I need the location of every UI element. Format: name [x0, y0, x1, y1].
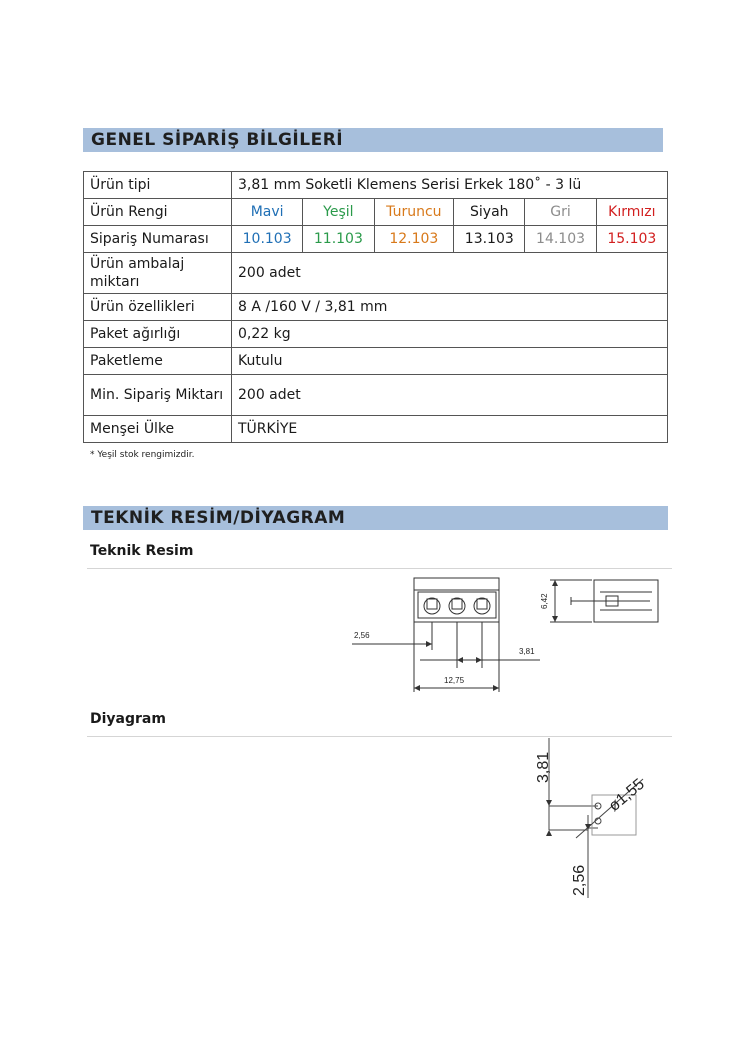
pin-diagram [520, 738, 670, 908]
features-value: 8 A /160 V / 3,81 mm [232, 294, 668, 321]
table-row [84, 321, 668, 348]
table-row [84, 294, 668, 321]
diagram-dim-2-56-label: 2,56 [571, 864, 588, 896]
product-type-label: Ürün tipi [84, 172, 232, 199]
min-order-label: Min. Sipariş Miktarı [84, 375, 232, 416]
table-row [84, 199, 668, 226]
packaging-label: Paketleme [84, 348, 232, 375]
table-row [84, 172, 668, 199]
origin-label: Menşei Ülke [84, 416, 232, 443]
package-weight-label: Paket ağırlığı [84, 321, 232, 348]
order-number-cell: 15.103 [596, 226, 667, 253]
table-row [84, 253, 668, 294]
dim-12-75-label: 12,75 [444, 676, 465, 685]
dim-2-56-label: 2,56 [354, 631, 370, 640]
table-row [84, 226, 668, 253]
order-number-cell: 10.103 [232, 226, 303, 253]
order-number-cell: 13.103 [454, 226, 525, 253]
section-header-technical-drawing: TEKNİK RESİM/DİYAGRAM [83, 506, 668, 530]
divider [87, 568, 672, 569]
order-number-cell: 14.103 [525, 226, 596, 253]
product-type-value: 3,81 mm Soketli Klemens Serisi Erkek 180˚ - 3 lü [232, 172, 668, 199]
color-name-cell: Mavi [232, 199, 303, 226]
order-number-cell: 11.103 [303, 226, 374, 253]
color-name-cell: Kırmızı [596, 199, 667, 226]
stock-color-note: * Yeşil stok rengimizdir. [90, 450, 195, 460]
diagram-dim-3-81-label: 3,81 [535, 751, 552, 783]
color-name-cell: Turuncu [374, 199, 454, 226]
table-row [84, 348, 668, 375]
product-color-label: Ürün Rengi [84, 199, 232, 226]
diagram-subtitle: Diyagram [90, 711, 166, 727]
section-header-general-order-info: GENEL SİPARİŞ BİLGİLERİ [83, 128, 663, 152]
min-order-value: 200 adet [232, 375, 668, 416]
dim-6-42-label: 6,42 [540, 593, 549, 609]
order-info-table [83, 171, 668, 443]
color-name-cell: Siyah [454, 199, 525, 226]
origin-value: TÜRKİYE [232, 416, 668, 443]
dim-3-81-label: 3,81 [519, 647, 535, 656]
packaging-value: Kutulu [232, 348, 668, 375]
order-number-label: Sipariş Numarası [84, 226, 232, 253]
packaging-qty-label: Ürün ambalaj miktarı [84, 253, 232, 294]
technical-drawing-subtitle: Teknik Resim [90, 543, 194, 559]
technical-drawing [340, 570, 680, 700]
packaging-qty-value: 200 adet [232, 253, 668, 294]
package-weight-value: 0,22 kg [232, 321, 668, 348]
divider [87, 736, 672, 737]
diagram-dim-diameter-label: ø1,55 [605, 775, 648, 816]
color-name-cell: Yeşil [303, 199, 374, 226]
color-name-cell: Gri [525, 199, 596, 226]
table-row [84, 416, 668, 443]
order-number-cell: 12.103 [374, 226, 454, 253]
table-row [84, 375, 668, 416]
features-label: Ürün özellikleri [84, 294, 232, 321]
